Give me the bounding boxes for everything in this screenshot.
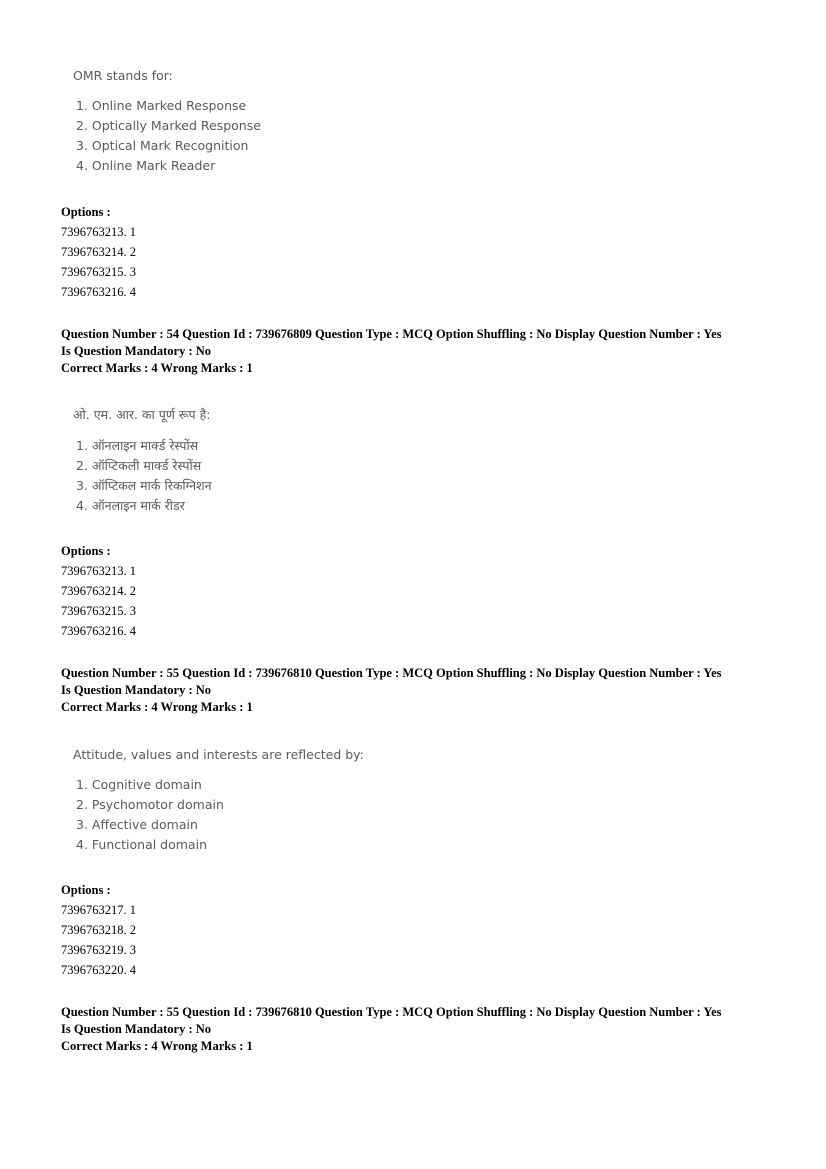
options-list	[61, 205, 136, 302]
question-marks: Correct Marks : 4 Wrong Marks : 1	[61, 361, 253, 375]
options-list	[61, 544, 136, 641]
options-label: Options :	[61, 205, 111, 219]
question-option: 3. Optical Mark Recognition	[76, 138, 249, 153]
question-header-line: Question Number : 55 Question Id : 739676810 Question Type : MCQ Option Shuffling : No Display Question Number : Yes	[61, 1005, 722, 1019]
options-label: Options :	[61, 544, 111, 558]
question-option: 3. ऑप्टिकल मार्क रिकग्निशन	[76, 478, 212, 493]
question-header-line: Question Number : 54 Question Id : 739676809 Question Type : MCQ Option Shuffling : No Display Question Number : Yes	[61, 327, 722, 341]
question-image	[73, 406, 212, 516]
question-image	[73, 747, 364, 855]
option-id: 7396763214. 2	[61, 245, 136, 259]
question-mandatory: Is Question Mandatory : No	[61, 683, 212, 697]
question-option: 4. Online Mark Reader	[76, 158, 216, 173]
question-option: 4. Functional domain	[76, 837, 207, 852]
options-list	[61, 883, 136, 980]
question-image	[73, 68, 261, 176]
question-stem: ओ. एम. आर. का पूर्ण रूप है:	[73, 407, 211, 422]
option-id: 7396763215. 3	[61, 604, 136, 618]
question-mandatory: Is Question Mandatory : No	[61, 344, 212, 358]
question-header-line: Question Number : 55 Question Id : 739676810 Question Type : MCQ Option Shuffling : No Display Question Number : Yes	[61, 666, 722, 680]
question-option: 1. Cognitive domain	[76, 777, 202, 792]
option-id: 7396763216. 4	[61, 624, 136, 638]
option-id: 7396763215. 3	[61, 265, 136, 279]
option-id: 7396763216. 4	[61, 285, 136, 299]
question-marks: Correct Marks : 4 Wrong Marks : 1	[61, 700, 253, 714]
question-option: 2. ऑप्टिकली मार्क्ड रेस्पोंस	[76, 458, 202, 473]
options-label: Options :	[61, 883, 111, 897]
option-id: 7396763213. 1	[61, 225, 136, 239]
question-header	[61, 326, 722, 377]
question-option: 4. ऑनलाइन मार्क रीडर	[76, 498, 185, 513]
option-id: 7396763213. 1	[61, 564, 136, 578]
option-id: 7396763214. 2	[61, 584, 136, 598]
question-option: 2. Optically Marked Response	[76, 118, 261, 133]
question-option: 1. Online Marked Response	[76, 98, 247, 113]
question-stem: OMR stands for:	[73, 68, 173, 83]
question-marks: Correct Marks : 4 Wrong Marks : 1	[61, 1039, 253, 1053]
question-stem: Attitude, values and interests are reflected by:	[73, 747, 364, 762]
question-mandatory: Is Question Mandatory : No	[61, 1022, 212, 1036]
option-id: 7396763219. 3	[61, 943, 136, 957]
question-option: 3. Affective domain	[76, 817, 198, 832]
question-header	[61, 1004, 722, 1055]
question-option: 2. Psychomotor domain	[76, 797, 224, 812]
option-id: 7396763220. 4	[61, 963, 136, 977]
question-option: 1. ऑनलाइन मार्क्ड रेस्पोंस	[76, 438, 199, 453]
question-header	[61, 665, 722, 716]
option-id: 7396763217. 1	[61, 903, 136, 917]
option-id: 7396763218. 2	[61, 923, 136, 937]
